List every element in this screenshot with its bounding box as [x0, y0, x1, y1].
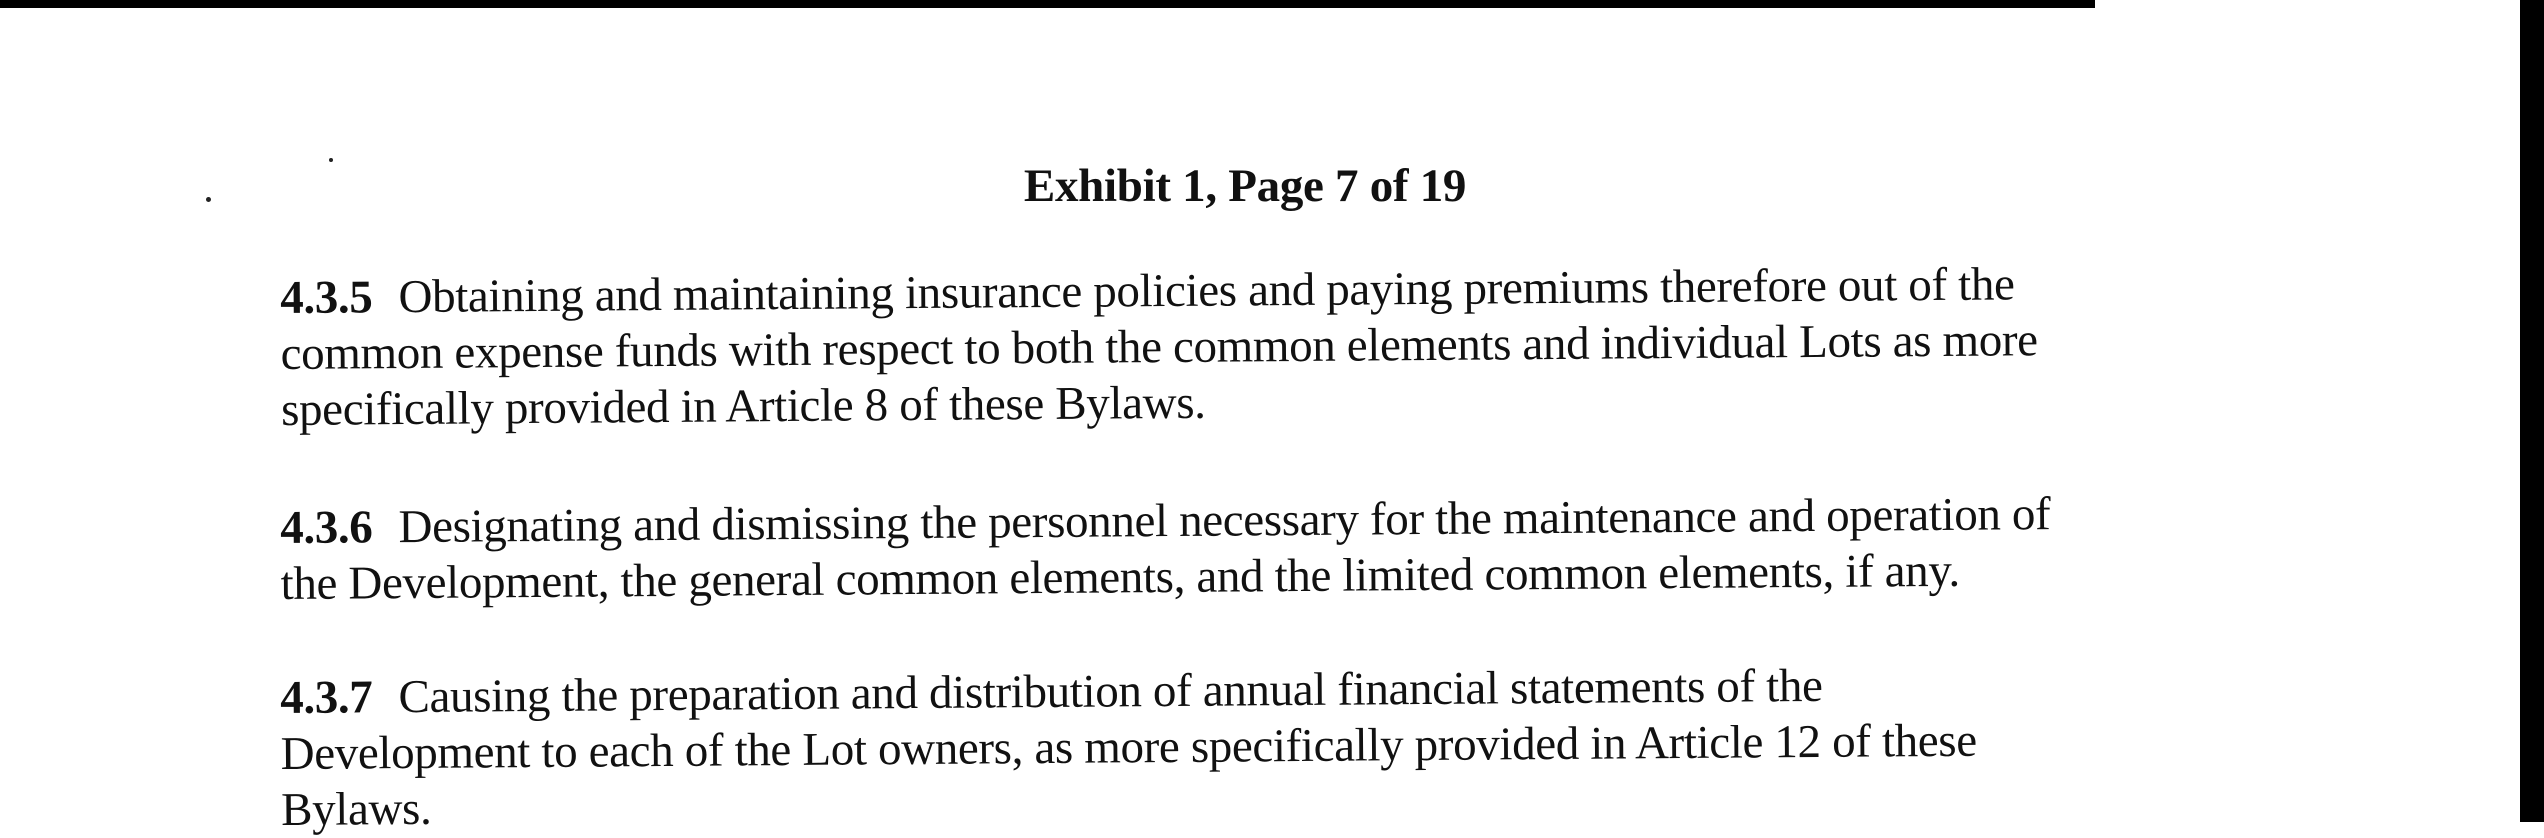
section-number: 4.3.6	[280, 501, 373, 554]
section-number: 4.3.5	[280, 271, 373, 324]
page-title: Exhibit 1, Page 7 of 19	[1023, 160, 1467, 212]
bylaw-section	[280, 654, 2281, 838]
section-number: 4.3.7	[280, 671, 373, 724]
section-text: Designating and dismissing the personnel necessary for the maintenance and operation of	[398, 488, 2051, 554]
section-text: Obtaining and maintaining insurance policies and paying premiums therefore out of the	[398, 258, 2015, 324]
bylaw-section	[280, 254, 2281, 438]
section-line: specifically provided in Article 8 of these Bylaws.	[280, 376, 1206, 436]
scan-right-border	[2520, 0, 2544, 822]
section-text: Causing the preparation and distribution of annual financial statements of the	[398, 659, 1823, 724]
section-line: Bylaws.	[280, 782, 432, 836]
scan-top-border	[0, 0, 2095, 8]
bylaw-section	[280, 484, 2281, 612]
section-line: Development to each of the Lot owners, as more specifically provided in Article 12 of these	[280, 714, 1977, 780]
section-line: the Development, the general common elements, and the limited common elements, if any.	[280, 544, 1961, 610]
section-line: common expense funds with respect to both the common elements and individual Lots as more	[280, 314, 2038, 380]
